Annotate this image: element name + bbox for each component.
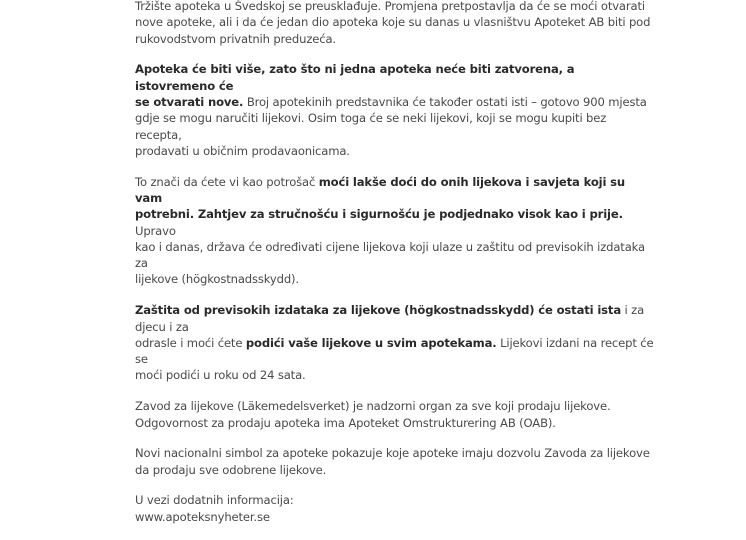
bold-text: Apoteka će biti više, zato što ni jedna apoteka neće biti zatvorena, a istovremeno će [135, 62, 575, 93]
text-line: prodavati u običnim prodavaonicama. [135, 143, 350, 158]
text-line: lijekove (högkostnadsskydd). [135, 272, 299, 287]
text-line: gdje se mogu naručiti lijekovi. Osim toga će se neki lijekovi, koji se mogu kupiti bez recepta, [135, 111, 607, 142]
document-body [135, 0, 655, 540]
text-line: moći podići u roku od 24 sata. [135, 368, 306, 383]
text-run: i za djecu i za [135, 303, 645, 334]
bold-text: podići vaše lijekove u svim apotekama. [245, 335, 497, 350]
text-line: Zavod za lijekove (Läkemedelsverket) je nadzorni organ za sve koji prodaju lijekove. [135, 399, 611, 414]
paragraph-more-pharmacies [135, 61, 655, 159]
text-line: Odgovornost za prodaju apoteka ima Apoteket Omstrukturering AB (OAB). [135, 415, 556, 430]
text-line: U vezi dodatnih informacija: [135, 493, 294, 508]
bold-text: potrebni. Zahtjev za stručnošću i sigurnošću je podjednako visok kao i prije. [135, 207, 623, 222]
text-run: To znači da ćete vi kao potrošač [135, 174, 319, 189]
paragraph-national-symbol [135, 445, 655, 478]
paragraph-cost-protection [135, 302, 655, 383]
text-line: nove apoteke, ali i da će jedan dio apoteka koje su danas u vlasništvu Apoteket AB biti pod [135, 15, 651, 30]
paragraph-market-change [135, 0, 655, 47]
bold-text: moći lakše doći do onih lijekova i savjeta koji su vam [135, 174, 626, 205]
text-run: Lijekovi izdani na recept će se [135, 335, 654, 367]
text-line: rukovodstvom privatnih preduzeća. [135, 31, 336, 46]
text-line: Novi nacionalni simbol za apoteke pokazuje koje apoteke imaju dozvolu Zavoda za lijekove [135, 446, 650, 461]
text-run: odrasle i moći ćete [135, 335, 246, 350]
website-link[interactable]: www.apoteksnyheter.se [135, 509, 270, 524]
paragraph-more-info [135, 492, 655, 525]
paragraph-consumer-access [135, 174, 655, 288]
paragraph-supervision [135, 398, 655, 431]
text-line: kao i danas, država će određivati cijene lijekova koji ulaze u zaštitu od previsokih izdataka za [135, 239, 645, 271]
text-line: Tržište apoteka u Švedskoj se preusklađuje. Promjena pretpostavlja da će se moći otvarati [135, 0, 645, 13]
text-run: Broj apotekinih predstavnika će također ostati isti – gotovo 900 mjesta [243, 94, 647, 109]
text-line: da prodaju sve odobrene lijekove. [135, 462, 327, 477]
bold-text: Zaštita od previsokih izdataka za lijekove (högkostnadsskydd) će ostati ista [135, 303, 621, 318]
text-run: Upravo [135, 223, 176, 238]
bold-text: se otvarati nove. [135, 94, 244, 109]
